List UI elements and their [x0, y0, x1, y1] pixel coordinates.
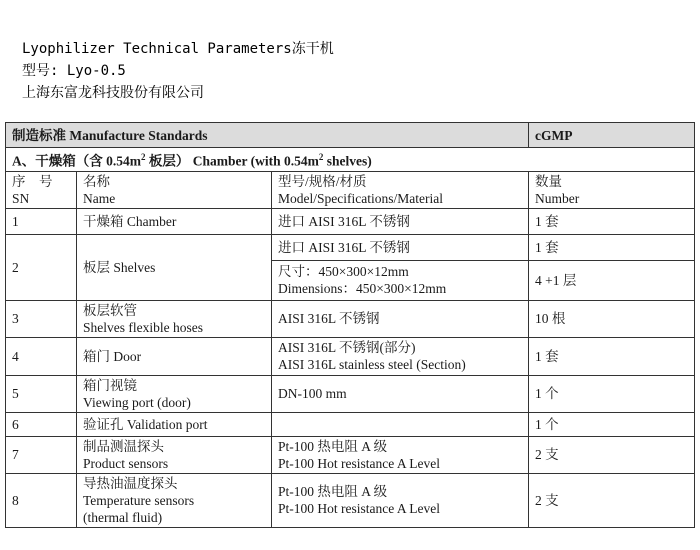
- row-name: 板层 Shelves: [77, 234, 272, 300]
- standard-label: 制造标准 Manufacture Standards: [6, 123, 529, 148]
- document-header: [22, 38, 334, 104]
- row-name: 干燥箱 Chamber: [77, 208, 272, 234]
- row-model: 进口 AISI 316L 不锈钢: [272, 234, 529, 260]
- row-sn: 3: [6, 300, 77, 337]
- row-name: 箱门视镜 Viewing port (door): [77, 375, 272, 412]
- row-name: 箱门 Door: [77, 337, 272, 375]
- row-sn: 6: [6, 412, 77, 436]
- col-name: 名称 Name: [77, 171, 272, 208]
- row-number: 1 套: [529, 208, 695, 234]
- row-number: 1 个: [529, 412, 695, 436]
- row-model: Pt-100 热电阻 A 级 Pt-100 Hot resistance A Level: [272, 436, 529, 473]
- model-line: 型号: Lyo-0.5: [22, 63, 126, 79]
- document-title: Lyophilizer Technical Parameters冻干机: [22, 41, 334, 57]
- section-row: [6, 148, 695, 172]
- row-number: 2 支: [529, 473, 695, 527]
- row-name: 验证孔 Validation port: [77, 412, 272, 436]
- row-number: 10 根: [529, 300, 695, 337]
- row-model: 进口 AISI 316L 不锈钢: [272, 208, 529, 234]
- row-model: [272, 412, 529, 436]
- row-sn: 4: [6, 337, 77, 375]
- row-model: Pt-100 热电阻 A 级 Pt-100 Hot resistance A Level: [272, 473, 529, 527]
- row-model: AISI 316L 不锈钢(部分) AISI 316L stainless steel (Section): [272, 337, 529, 375]
- table-row: [6, 234, 695, 260]
- row-model: DN-100 mm: [272, 375, 529, 412]
- col-sn: 序 号 SN: [6, 171, 77, 208]
- standards-row: [6, 123, 695, 148]
- table-row: [6, 375, 695, 412]
- company-name: 上海东富龙科技股份有限公司: [22, 85, 204, 101]
- row-name: 制品测温探头 Product sensors: [77, 436, 272, 473]
- row-sn: 2: [6, 234, 77, 300]
- row-sn: 1: [6, 208, 77, 234]
- row-name: 导热油温度探头 Temperature sensors (thermal fluid): [77, 473, 272, 527]
- col-number: 数量 Number: [529, 171, 695, 208]
- row-number: 1 套: [529, 337, 695, 375]
- table-row: [6, 473, 695, 527]
- table-row: [6, 300, 695, 337]
- spec-table: [5, 122, 695, 528]
- row-number: 1 个: [529, 375, 695, 412]
- col-model: 型号/规格/材质 Model/Specifications/Material: [272, 171, 529, 208]
- table-row: [6, 412, 695, 436]
- standard-value: cGMP: [529, 123, 695, 148]
- row-number: 4 +1 层: [529, 260, 695, 300]
- table-row: [6, 436, 695, 473]
- row-model: 尺寸：450×300×12mm Dimensions：450×300×12mm: [272, 260, 529, 300]
- row-sn: 7: [6, 436, 77, 473]
- row-sn: 8: [6, 473, 77, 527]
- column-header-row: [6, 171, 695, 208]
- table-row: [6, 337, 695, 375]
- section-title: A、干燥箱（含 $0.54m^2$ 板层） Chamber (with $0.54m^2$ shelves): [6, 148, 695, 172]
- table-row: [6, 208, 695, 234]
- row-number: 2 支: [529, 436, 695, 473]
- row-number: 1 套: [529, 234, 695, 260]
- row-sn: 5: [6, 375, 77, 412]
- row-model: AISI 316L 不锈钢: [272, 300, 529, 337]
- row-name: 板层软管 Shelves flexible hoses: [77, 300, 272, 337]
